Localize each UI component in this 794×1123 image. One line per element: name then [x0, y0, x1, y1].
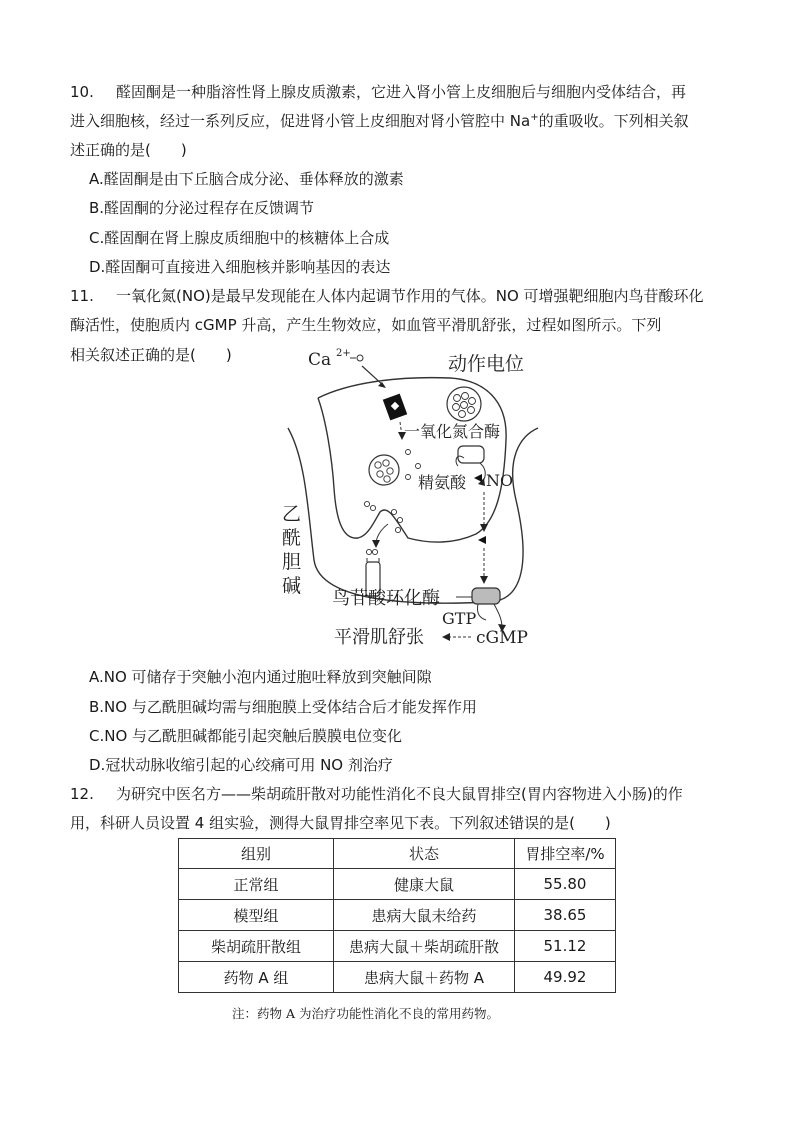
- smooth-muscle-label: 平滑肌舒张: [334, 627, 424, 648]
- q11-option-c[interactable]: C.NO 与乙酰胆碱都能引起突触后膜膜电位变化: [89, 727, 403, 745]
- q10-option-a[interactable]: A.醛固酮是由下丘脑合成分泌、垂体释放的激素: [89, 170, 404, 188]
- table-cell: 正常组: [179, 869, 334, 900]
- q10-stem-line2: 进入细胞核，经过一系列反应，促进肾小管上皮细胞对肾小管腔中 Na+的重吸收。下列相关叙: [70, 112, 689, 130]
- header-status: 状态: [334, 839, 515, 869]
- gastric-emptying-table: [178, 838, 616, 993]
- table-row: [179, 931, 616, 962]
- q12-stem-line1: 12. 为研究中医名方——柴胡疏肝散对功能性消化不良大鼠胃排空(胃内容物进入小肠)的作: [70, 785, 683, 803]
- table-cell: 49.92: [515, 962, 616, 993]
- table-cell: 模型组: [179, 900, 334, 931]
- acetylcholine-label-3: 胆: [282, 551, 302, 573]
- nos-label: 一氧化氮合酶: [404, 422, 501, 441]
- q11-stem-line1: 11. 一氧化氮(NO)是最早发现能在人体内起调节作用的气体。NO 可增强靶细胞内鸟苷酸环化: [70, 287, 704, 305]
- arginine-label: 精氨酸: [418, 473, 467, 492]
- q10-number: 10.: [70, 83, 94, 101]
- table-header-row: [179, 839, 616, 869]
- table-cell: 患病大鼠＋药物 A: [334, 962, 515, 993]
- q11-option-a[interactable]: A.NO 可储存于突触小泡内通过胞吐释放到突触间隙: [89, 668, 432, 686]
- synaptic-vesicle: [447, 387, 481, 421]
- q11-option-d[interactable]: D.冠状动脉收缩引起的心绞痛可用 NO 剂治疗: [89, 756, 393, 774]
- gtp-label: GTP: [442, 609, 477, 628]
- table-cell: 38.65: [515, 900, 616, 931]
- no-label: NO: [486, 471, 514, 490]
- acetylcholine-label-4: 碱: [282, 575, 302, 597]
- calcium-ion: [357, 355, 363, 361]
- table-cell: 健康大鼠: [334, 869, 515, 900]
- table-cell: 55.80: [515, 869, 616, 900]
- table-row: [179, 900, 616, 931]
- table-cell: 患病大鼠未给药: [334, 900, 515, 931]
- table-cell: 柴胡疏肝散组: [179, 931, 334, 962]
- no-molecule: [474, 474, 482, 482]
- q10-option-d[interactable]: D.醛固酮可直接进入细胞核并影响基因的表达: [89, 258, 391, 276]
- table-cell: 患病大鼠＋柴胡疏肝散: [334, 931, 515, 962]
- header-rate: 胃排空率/%: [515, 839, 616, 869]
- gc-label: 鸟苷酸环化酶: [332, 588, 440, 609]
- q11-stem-line2: 酶活性，使胞质内 cGMP 升高，产生生物效应，如血管平滑肌舒张，过程如图所示。下列: [70, 316, 662, 334]
- acetylcholine-label-1: 乙: [282, 503, 302, 525]
- q11-number: 11.: [70, 287, 94, 305]
- q10-stem-line3: 述正确的是( ): [70, 141, 187, 159]
- q11-option-b[interactable]: B.NO 与乙酰胆碱均需与细胞膜上受体结合后才能发挥作用: [89, 698, 477, 716]
- table-cell: 51.12: [515, 931, 616, 962]
- header-group: 组别: [179, 839, 334, 869]
- q10-option-b[interactable]: B.醛固酮的分泌过程存在反馈调节: [89, 199, 315, 217]
- table-row: [179, 869, 616, 900]
- q10-option-c[interactable]: C.醛固酮在肾上腺皮质细胞中的核糖体上合成: [89, 229, 390, 247]
- table-row: [179, 962, 616, 993]
- q12-stem-line2: 用，科研人员设置 4 组实验，测得大鼠胃排空率见下表。下列叙述错误的是( ): [70, 814, 611, 832]
- cgmp-label: cGMP: [476, 628, 528, 648]
- postsynaptic-membrane: [288, 428, 538, 603]
- guanylate-cyclase: [472, 588, 500, 604]
- q10-stem-line1: 10. 醛固酮是一种脂溶性肾上腺皮质激素，它进入肾小管上皮细胞后与细胞内受体结合，再: [70, 83, 687, 101]
- acetylcholine-vesicle: [369, 455, 399, 485]
- nos-enzyme: [458, 446, 484, 463]
- calcium-charge: 2+: [336, 348, 351, 359]
- table-note: 注：药物 A 为治疗功能性消化不良的常用药物。: [232, 1006, 499, 1021]
- q11-stem-line3: 相关叙述正确的是( ): [70, 346, 232, 364]
- acetylcholine-label-2: 酰: [282, 527, 302, 549]
- action-potential-label: 动作电位: [448, 353, 525, 375]
- synapse-diagram: [280, 340, 550, 650]
- calcium-label: Ca: [308, 350, 332, 370]
- table-cell: 药物 A 组: [179, 962, 334, 993]
- q12-number: 12.: [70, 785, 94, 803]
